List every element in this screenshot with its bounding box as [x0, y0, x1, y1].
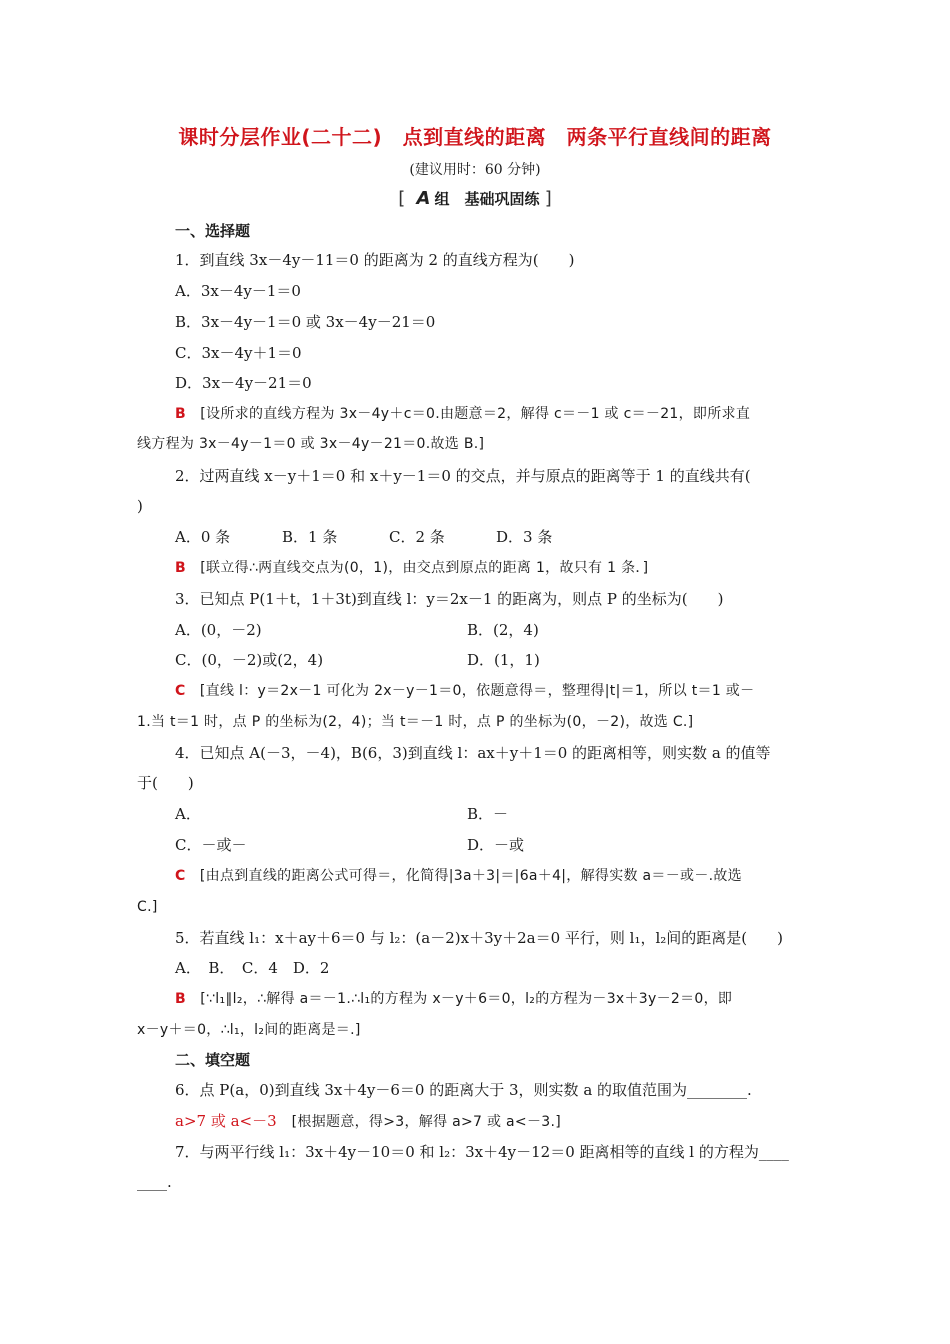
q6-exp: [根据题意，得>3，解得 a>7 或 a<－3.]: [291, 1114, 561, 1130]
q2-explanation: [175, 558, 648, 578]
group-bracket-close: ]: [544, 188, 552, 209]
q6-stem: 6．点 P(a，0)到直线 3x＋4y－6＝0 的距离大于 3，则实数 a 的取值范围为________.: [175, 1081, 752, 1099]
q4-option-c: C．－或－: [175, 836, 247, 854]
q4-exp-line2: C.]: [137, 899, 158, 915]
q1-option-a: A．3x－4y－1＝0: [175, 282, 301, 300]
q4-answer: C: [175, 868, 186, 884]
q4-exp-line1: [由点到直线的距离公式可得＝，化简得|3a＋3|＝|6a＋4|，解得实数 a＝－或－.故选: [199, 868, 742, 884]
q3-explanation: [175, 681, 754, 701]
q4-option-b: B．－: [467, 805, 509, 823]
q2-exp: [联立得∴两直线交点为(0，1)，由交点到原点的距离 1，故只有 1 条．]: [200, 560, 649, 576]
q4-option-d: D．－或: [467, 836, 525, 854]
q3-stem: 3．已知点 P(1＋t，1＋3t)到直线 l：y＝2x－1 的距离为，则点 P 的坐标为( ): [175, 590, 724, 608]
suggested-time: (建议用时：60 分钟): [409, 162, 541, 178]
q1-exp-line2: 线方程为 3x－4y－1＝0 或 3x－4y－21＝0.故选 B.]: [137, 436, 485, 452]
q3-option-c: C．(0，－2)或(2，4): [175, 651, 324, 669]
q5-stem: 5．若直线 l₁：x＋ay＋6＝0 与 l₂：(a－2)x＋3y＋2a＝0 平行，则 l₁，l₂间的距离是( ): [175, 929, 783, 947]
q5-options: A． B． C．4 D．2: [175, 959, 330, 977]
q6-explanation: [175, 1111, 561, 1132]
q2-stem-cont: ): [137, 497, 143, 515]
q3-answer: C: [175, 683, 186, 699]
group-bracket-open: [: [398, 188, 406, 209]
q5-exp-line2: x－y＋＝0，∴l₁，l₂间的距离是＝.]: [137, 1022, 361, 1038]
group-label: 组 基础巩固练: [434, 190, 540, 208]
q1-option-d: D．3x－4y－21＝0: [175, 374, 312, 392]
q3-option-d: D．(1，1): [467, 651, 540, 669]
q2-answer: B: [175, 560, 186, 576]
q4-stem: 4．已知点 A(－3，－4)，B(6，3)到直线 l：ax＋y＋1＝0 的距离相等，则实数 a 的值等: [175, 744, 771, 762]
q4-stem-cont: 于( ): [137, 774, 194, 792]
q1-option-b: B．3x－4y－1＝0 或 3x－4y－21＝0: [175, 313, 436, 331]
q7-stem-cont: ____.: [137, 1173, 172, 1191]
q2-option-c: C．2 条: [389, 528, 445, 546]
q6-answer: a>7 或 a<－3: [175, 1112, 277, 1130]
q2-option-d: D．3 条: [496, 528, 553, 546]
group-badge: A: [416, 188, 431, 209]
q1-answer: B: [175, 406, 186, 422]
q5-exp-line1: [∵l₁∥l₂，∴解得 a＝－1.∴l₁的方程为 x－y＋6＝0，l₂的方程为－3x＋3y－2＝0，即: [200, 991, 733, 1007]
q1-option-c: C．3x－4y＋1＝0: [175, 344, 302, 362]
page-title: 课时分层作业(二十二) 点到直线的距离 两条平行直线间的距离: [178, 125, 772, 149]
q1-exp-line1: [设所求的直线方程为 3x－4y＋c＝0.由题意＝2，解得 c＝－1 或 c＝－21，即所求直: [200, 406, 751, 422]
q4-option-a: A．: [175, 805, 201, 823]
group-heading: [0, 188, 950, 209]
q7-stem: 7．与两平行线 l₁：3x＋4y－10＝0 和 l₂：3x＋4y－12＝0 距离相等的直线 l 的方程为____: [175, 1143, 789, 1161]
q2-option-a: A．0 条: [175, 528, 231, 546]
q3-option-a: A．(0，－2): [175, 621, 262, 639]
q4-explanation: [175, 866, 742, 886]
q5-answer: B: [175, 991, 186, 1007]
q5-explanation: [175, 989, 732, 1009]
q3-exp-line1: [直线 l：y＝2x－1 可化为 2x－y－1＝0，依题意得＝，整理得|t|＝1，所以 t＝1 或－: [199, 683, 755, 699]
q1-explanation: [175, 404, 750, 424]
q2-stem: 2．过两直线 x－y＋1＝0 和 x＋y－1＝0 的交点，并与原点的距离等于 1 的直线共有(: [175, 467, 751, 485]
section-choice: 一、选择题: [175, 222, 251, 240]
q1-stem: 1．到直线 3x－4y－11＝0 的距离为 2 的直线方程为( ): [175, 251, 575, 269]
q2-option-b: B．1 条: [282, 528, 338, 546]
q3-option-b: B．(2，4): [467, 621, 539, 639]
q3-exp-line2: 1.当 t＝1 时，点 P 的坐标为(2，4)；当 t＝－1 时，点 P 的坐标为(0，－2)，故选 C.]: [137, 714, 694, 730]
section-fill: 二、填空题: [175, 1051, 251, 1069]
